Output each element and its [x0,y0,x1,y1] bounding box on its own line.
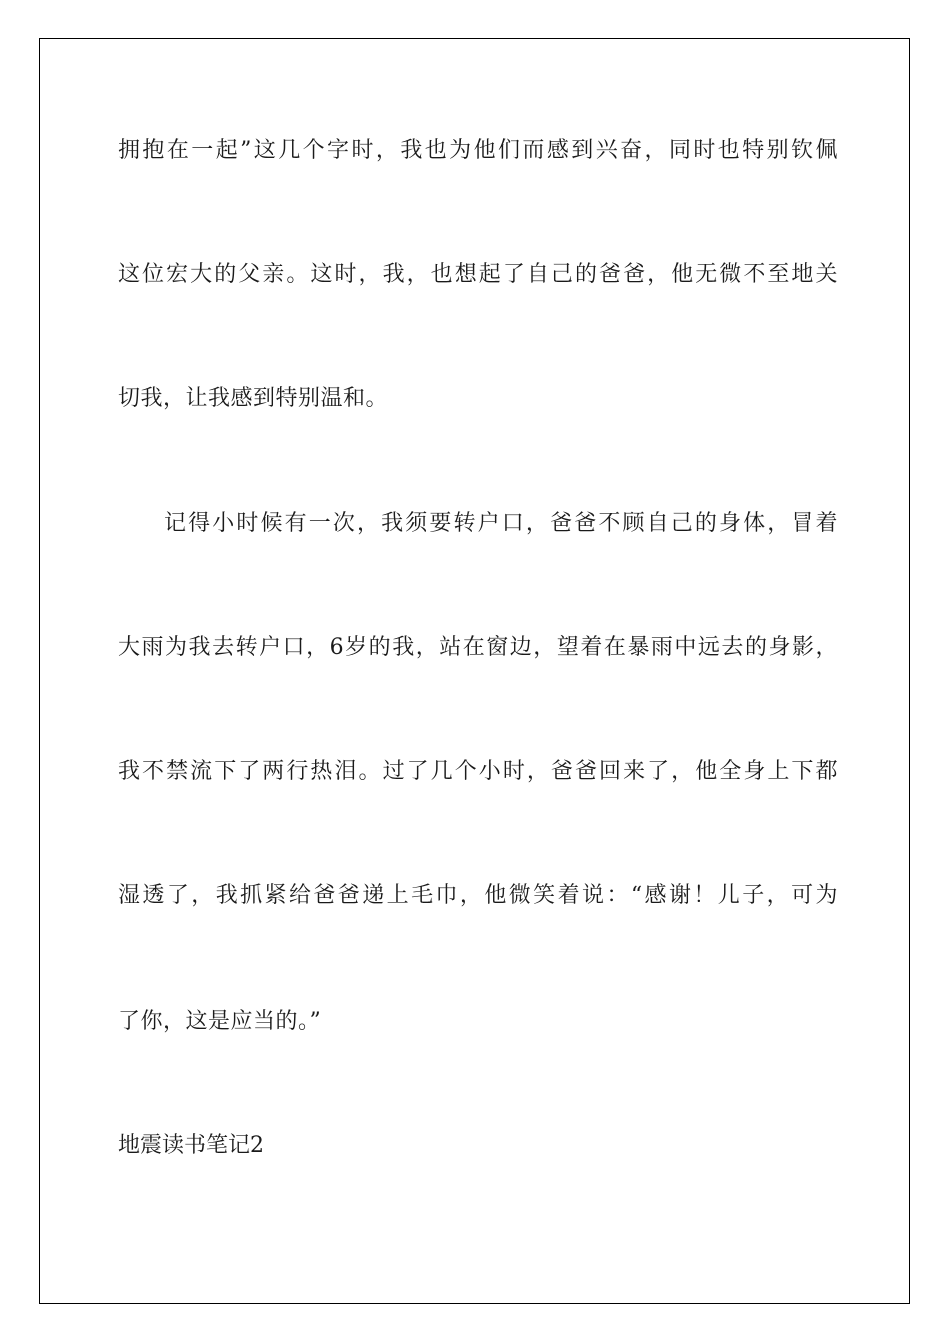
text-line: 大雨为我去转户口，6岁的我，站在窗边，望着在暴雨中远去的身影， [118,635,838,660]
text-line: 这位宏大的父亲。这时，我，也想起了自己的爸爸，他无微不至地关 [118,262,838,287]
text-line: 我不禁流下了两行热泪。过了几个小时，爸爸回来了，他全身上下都 [118,759,838,784]
page-border [39,38,910,1304]
text-line: 拥抱在一起”这几个字时，我也为他们而感到兴奋，同时也特别钦佩 [118,138,838,163]
text-line: 了你，这是应当的。” [118,1009,322,1034]
section-heading: 地震读书笔记2 [118,1133,264,1158]
text-line: 记得小时候有一次，我须要转户口，爸爸不顾自己的身体，冒着 [164,511,838,536]
text-line: 切我，让我感到特别温和。 [118,386,389,411]
text-line: 湿透了，我抓紧给爸爸递上毛巾，他微笑着说：“感谢！儿子，可为 [118,883,838,908]
